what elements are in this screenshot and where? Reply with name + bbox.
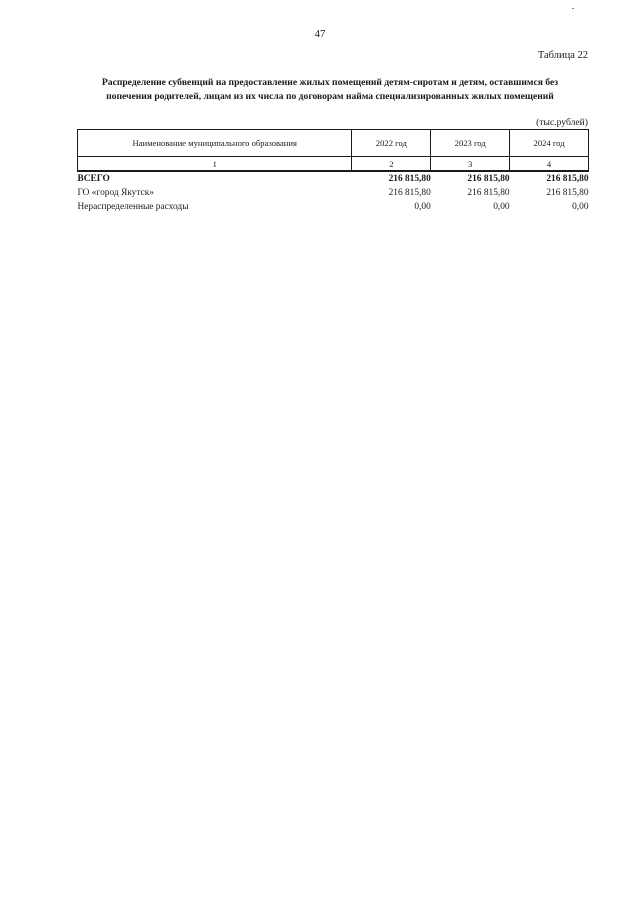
- table-row-yakutsk: [78, 186, 589, 200]
- header-municipality: Наименование муниципального образования: [78, 130, 352, 157]
- column-number-3: 3: [431, 157, 510, 172]
- document-title-line-1: Распределение субвенций на предоставление жилых помещений детям-сиротам и детям, оставшимся без: [101, 77, 559, 88]
- table-row-unallocated: [78, 200, 589, 214]
- header-year-2023: 2023 год: [431, 130, 510, 157]
- row-value-2022: 0,00: [414, 202, 431, 212]
- row-value-2022: 216 815,80: [388, 174, 431, 184]
- row-name: Нераспределенные расходы: [77, 202, 189, 212]
- table-label: Таблица 22: [537, 50, 588, 61]
- row-value-2024: 216 815,80: [546, 188, 589, 198]
- scan-speck: [572, 8, 574, 9]
- row-value-2023: 216 815,80: [467, 188, 510, 198]
- subsidy-distribution-table: [77, 129, 589, 214]
- document-title: [80, 76, 580, 104]
- document-title-line-2: попечения родителей, лицам из их числа по договорам найма специализированных жилых помещений: [106, 91, 554, 102]
- column-number-2: 2: [352, 157, 431, 172]
- column-number-1: 1: [78, 157, 352, 172]
- row-value-2023: 216 815,80: [467, 174, 510, 184]
- row-value-2024: 216 815,80: [546, 174, 589, 184]
- header-year-2024: 2024 год: [510, 130, 589, 157]
- units-label: (тыс.рублей): [536, 117, 588, 128]
- column-number-row: [78, 157, 589, 172]
- row-name: ВСЕГО: [77, 174, 110, 184]
- page-number: 47: [314, 28, 326, 40]
- header-year-2022: 2022 год: [352, 130, 431, 157]
- row-value-2024: 0,00: [572, 202, 589, 212]
- row-value-2022: 216 815,80: [388, 188, 431, 198]
- row-value-2023: 0,00: [493, 202, 510, 212]
- column-number-4: 4: [510, 157, 589, 172]
- row-name: ГО «город Якутск»: [77, 188, 154, 198]
- table-row-total: [78, 171, 589, 186]
- header-row: [78, 130, 589, 157]
